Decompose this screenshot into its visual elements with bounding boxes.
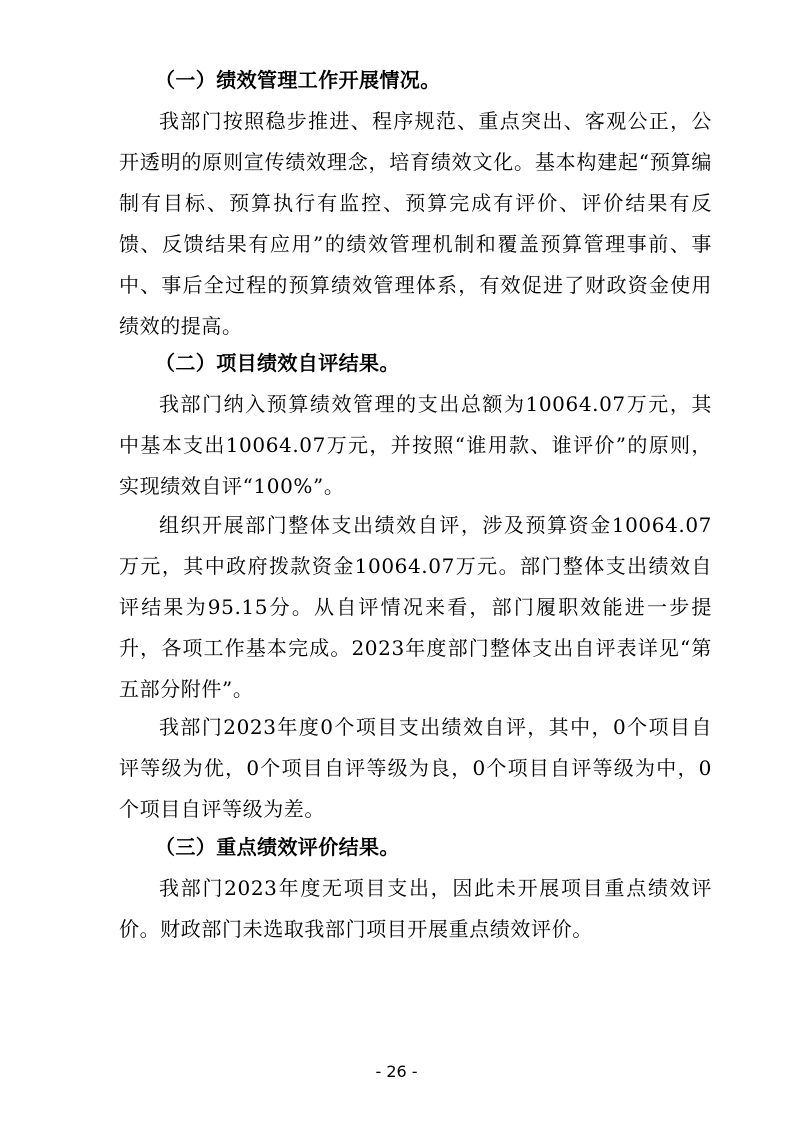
paragraph-budget-total: 我部门纳入预算绩效管理的支出总额为10064.07万元，其中基本支出10064.07万元，并按照“谁用款、谁评价”的原则，实现绩效自评“100%”。	[119, 392, 712, 498]
paragraph-key-evaluation: 我部门2023年度无项目支出，因此未开展项目重点绩效评价。财政部门未选取我部门项目开展重点绩效评价。	[119, 876, 712, 941]
paragraph-project-evaluation: 我部门2023年度0个项目支出绩效自评，其中，0个项目自评等级为优，0个项目自评等级为良，0个项目自评等级为中，0个项目自评等级为差。	[119, 715, 712, 821]
page-number: - 26 -	[375, 1062, 418, 1081]
section-heading-key-evaluation: （三）重点绩效评价结果。	[155, 835, 400, 859]
section-heading-performance-management: （一）绩效管理工作开展情况。	[155, 68, 441, 92]
paragraph-overall-evaluation: 组织开展部门整体支出绩效自评，涉及预算资金10064.07万元，其中政府拨款资金10064.07万元。部门整体支出绩效自评结果为95.15分。从自评情况来看，部门履职效能进一步提升，各项工作基本完成。2023年度部门整体支出自评表详见“第五部分附件”。	[119, 513, 712, 701]
paragraph-performance-management: 我部门按照稳步推进、程序规范、重点突出、客观公正，公开透明的原则宣传绩效理念，培育绩效文化。基本构建起“预算编制有目标、预算执行有监控、预算完成有评价、评价结果有反馈、反馈结果有应用”的绩效管理机制和覆盖预算管理事前、事中、事后全过程的预算绩效管理体系，有效促进了财政资金使用绩效的提高。	[119, 109, 712, 338]
section-heading-self-evaluation: （二）项目绩效自评结果。	[155, 351, 400, 375]
